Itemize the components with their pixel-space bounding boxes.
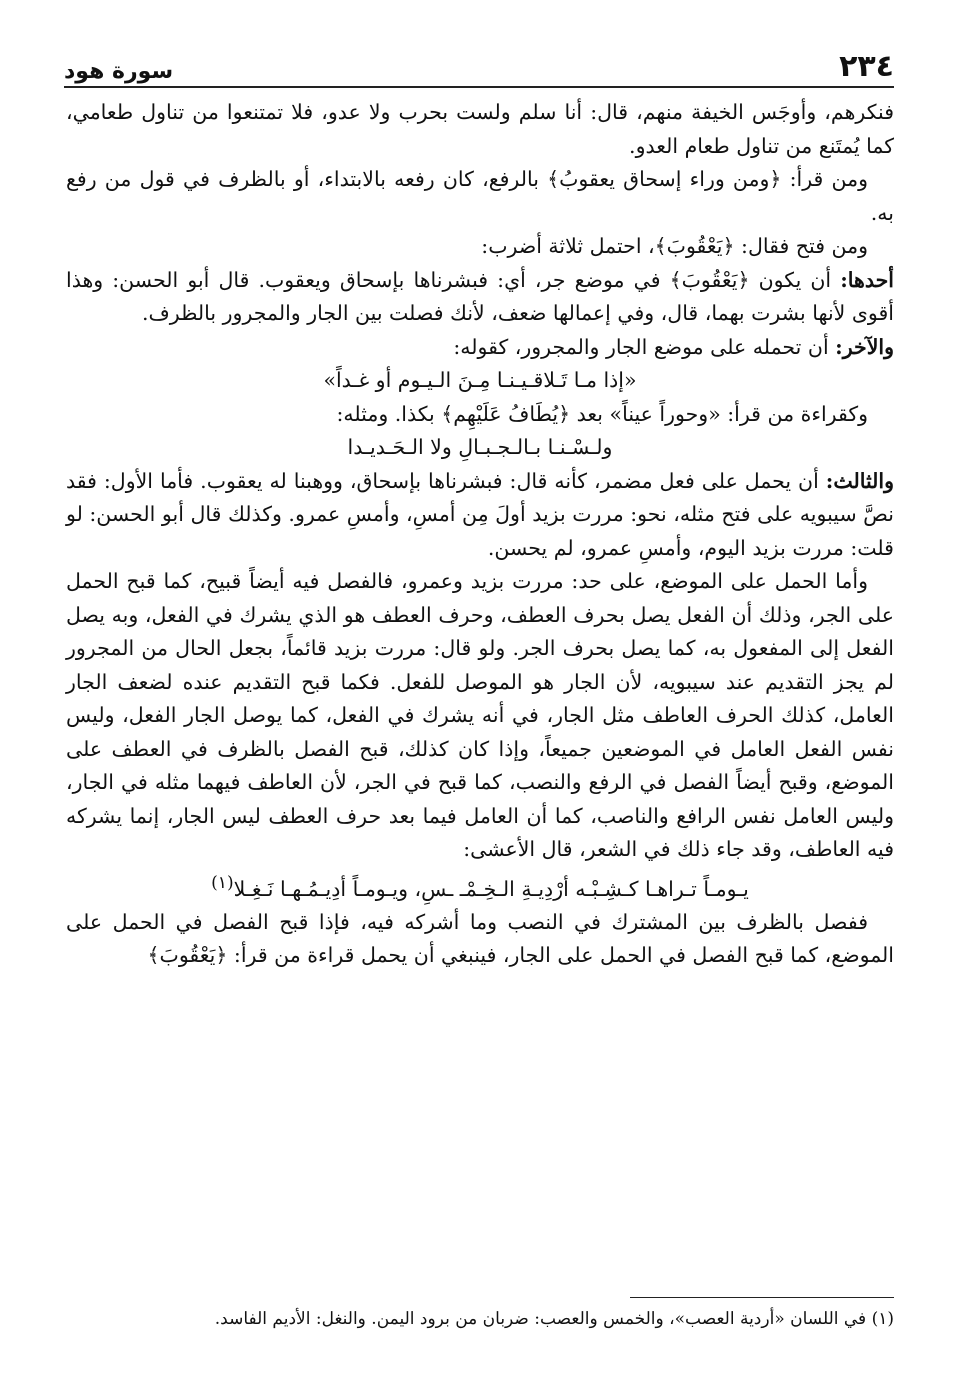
surah-title: سورة هود — [64, 59, 174, 84]
verse-2: ولـسْـنـا بـالـجـبـالِ ولا الـحَـديـدا — [347, 435, 613, 459]
page-number: ٢٣٤ — [839, 49, 894, 84]
heading-first: أحدها: — [840, 267, 894, 292]
paragraph-7 — [66, 465, 894, 566]
paragraph-4 — [66, 264, 894, 331]
header-rule — [64, 86, 894, 88]
paragraph-4-text: أن يكون ﴿يَعْقُوبَ﴾ في موضع جر، أي: فبشرناها بإسحاق ويعقوب. قال أبو الحسن: وهذا أقوى لأنها بشرت بهما، قال، وفي إعمالها ضعف، لأنك فصلت بين الجار والمجرور بالظرف. — [66, 267, 894, 325]
footnote: (١) في اللسان «أردية العصب»، والخمس والعصب: ضربان من برود اليمن. والنغل: الأديم الفاسد. — [214, 1309, 894, 1329]
verse-3-text: يـومـاً تـراهـا كـشِـبْـه أرْدِيـةِ الـخِـمْـ ـسِ، ويـومـاً أدِيـمُـهـا نَـغِـلا — [233, 876, 749, 901]
main-text — [66, 96, 894, 973]
paragraph-2: ومن قرأ: ﴿ومن وراء إسحاق يعقوبُ﴾ بالرفع، كان رفعه بالابتداء، أو بالظرف في قول من رفع به. — [66, 167, 894, 225]
footnote-marker: (١) — [211, 872, 234, 893]
paragraph-5-text: أن تحمله على موضع الجار والمجرور، كقوله: — [453, 334, 836, 359]
paragraph-8: وأما الحمل على الموضع، على حد: مررت بزيد وعمرو، فالفصل فيه أيضاً قبيح، كما قبح الحمل على الجر، وذلك أن الفعل يصل بحرف العطف، وحرف العطف هو الذي يشرك في الفعل، وبه يصل الفعل إلى المفعول به، كما يصل بحرف الجر. ولو قال: مررت بزيد قائماً، بجعل الحال من المجرور لم يجز التقديم عند سيبويه، لأن الجار هو الموصل للفعل. فكما قبح التقديم عنده لضعف الجار العامل، كذلك الحرف العاطف مثل الجار، في أنه يشرك في الفعل، كما يوصل الجار الفعل، وليس نفس الفعل العامل في الموضعين جميعاً، وإذا كان كذلك، قبح الفصل بالظرف في العطف على الموضع، وقبح أيضاً الفصل في الرفع والنصب، كما قبح في الجر، لأن العاطف فيهما مثله في الجار، وليس العامل نفس الرافع والناصب، كما أن العامل فيما بعد حرف العطف ليس الجار، إنما يشركه فيه العاطف، وقد جاء ذلك في الشعر، قال الأعشى: — [66, 569, 894, 861]
paragraph-3: ومن فتح فقال: ﴿يَعْقُوبَ﴾، احتمل ثلاثة أضرب: — [481, 234, 868, 258]
paragraph-1: فنكرهم، وأوجَس الخيفة منهم، قال: أنا سلم ولست بحرب ولا عدو، فلا تمتنعوا من تناول طعامي، كما يُمتَنع من تناول طعام العدو. — [66, 100, 894, 158]
paragraph-6: وكقراءة من قرأ: «وحوراً عيناً» بعد ﴿يُطَافُ عَلَيْهِم﴾ بكذا. ومثله: — [336, 401, 868, 426]
heading-third: والثالث: — [825, 468, 894, 493]
paragraph-7-text: أن يحمل على فعل مضمر، كأنه قال: فبشرناها بإسحاق، ووهبنا له يعقوب. فأما الأول: فقد نصَّ سيبويه على فتح مثله، نحو: مررت بزيد أولَ مِن أمسِ، وأمسِ عمرو. وكذلك قال أبو الحسن: لو قلت: مررت بزيد اليوم، وأمسِ عمرو، لم يحسن. — [66, 468, 894, 560]
page-header — [64, 40, 894, 84]
heading-second: والآخر: — [835, 334, 894, 359]
verse-3 — [66, 867, 894, 906]
verse-1: «إذا مـا تَـلاقـيـنـا مِـنَ الـيـوم أو غـداً» — [323, 368, 637, 392]
paragraph-5 — [66, 331, 894, 365]
footnote-rule — [630, 1297, 894, 1298]
paragraph-9: ففصل بالظرف بين المشترك في النصب وما أشركه فيه، فإذا قبح الفصل في الحمل على الموضع، كما قبح الفصل في الحمل على الجار، فينبغي أن يحمل قراءة من قرأ: ﴿يَعْقُوبَ﴾ — [66, 909, 894, 968]
